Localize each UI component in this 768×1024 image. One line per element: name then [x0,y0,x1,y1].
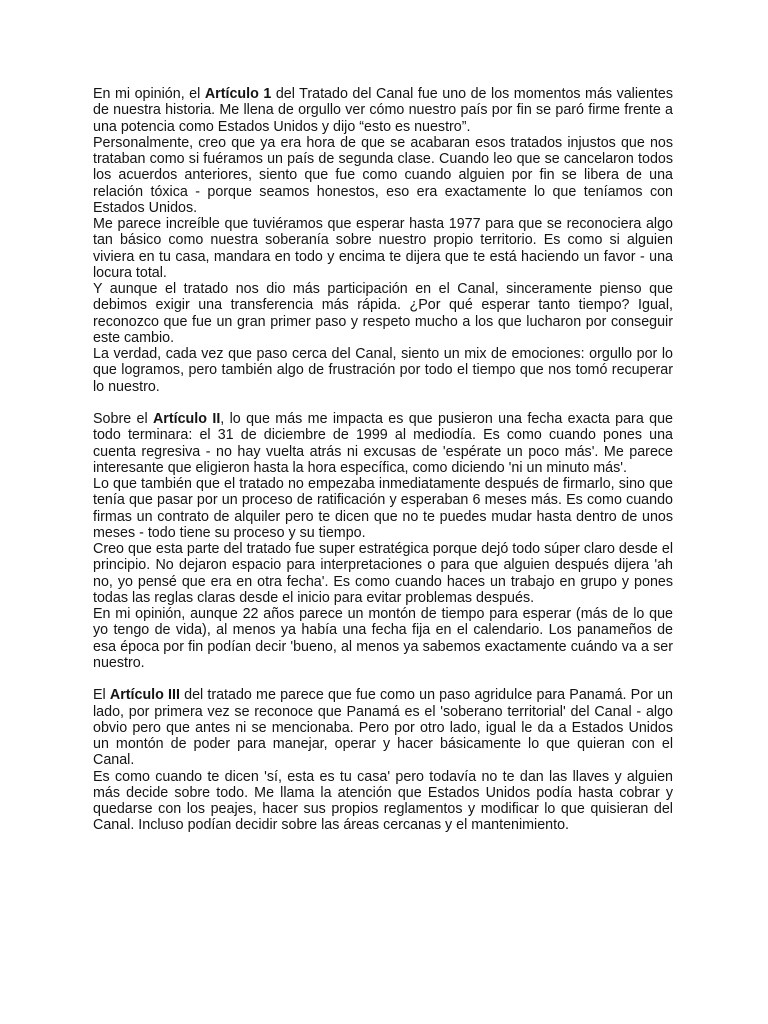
section-articulo-2 [93,411,673,671]
paragraph: Es como cuando te dicen 'sí, esta es tu casa' pero todavía no te dan las llaves y alguien más decide sobre todo. Me llama la atención que Estados Unidos podía hasta cobrar y quedarse con los peajes, hacer sus propios reglamentos y modificar lo que quisieran del Canal. Incluso podían decidir sobre las áreas cercanas y el mantenimiento. [93,768,673,834]
paragraph: Creo que esta parte del tratado fue super estratégica porque dejó todo súper claro desde el principio. No dejaron espacio para interpretaciones o para que alguien después dijera 'ah no, yo pensé que era en otra fecha'. Es como cuando haces un trabajo en grupo y pones todas las reglas claras desde el inicio para evitar problemas después. [93,541,673,606]
article-title: Artículo III [109,687,180,704]
section-articulo-1 [93,86,673,395]
paragraph: Personalmente, creo que ya era hora de que se acabaran esos tratados injustos que nos trataban como si fuéramos un país de segunda clase. Cuando leo que se cancelaron todos los acuerdos anteriores, siento que fue como cuando alguien por fin se libera de una relación tóxica - porque seamos honestos, eso era exactamente lo que teníamos con Estados Unidos. [93,134,673,216]
section-articulo-3 [93,687,673,833]
document-page [93,86,673,834]
paragraph: La verdad, cada vez que paso cerca del Canal, siento un mix de emociones: orgullo por lo que logramos, pero también algo de frustración por todo el tiempo que nos tomó recuperar lo nuestro. [93,346,673,395]
paragraph: Me parece increíble que tuviéramos que esperar hasta 1977 para que se reconociera algo tan básico como nuestra soberanía sobre nuestro propio territorio. Es como si alguien viviera en tu casa, mandara en todo y encima te dijera que te está haciendo un favor - una locura total. [93,216,673,281]
paragraph: Lo que también que el tratado no empezaba inmediatamente después de firmarlo, sino que tenía que pasar por un proceso de ratificación y esperaban 6 meses más. Es como cuando firmas un contrato de alquiler pero te dicen que no te puedes mudar hasta dentro de unos meses - todo tiene su proceso y su tiempo. [93,476,673,541]
article-title: Artículo 1 [204,86,272,102]
paragraph: Sobre el Artículo II, lo que más me impacta es que pusieron una fecha exacta para que todo terminara: el 31 de diciembre de 1999 al mediodía. Es como cuando pones una cuenta regresiva - no hay vuelta atrás ni excusas de 'espérate un poco más'. Me parece interesante que eligieron hasta la hora específica, como diciendo 'ni un minuto más'. [93,411,673,476]
paragraph: En mi opinión, el Artículo 1 del Tratado del Canal fue uno de los momentos más valientes de nuestra historia. Me llena de orgullo ver cómo nuestro país por fin se paró firme frente a una potencia como Estados Unidos y dijo “esto es nuestro”. [93,86,674,135]
paragraph: El Artículo III del tratado me parece que fue como un paso agridulce para Panamá. Por un lado, por primera vez se reconoce que Panamá es el 'soberano territorial' del Canal - algo obvio pero que antes ni se mencionaba. Pero por otro lado, igual le da a Estados Unidos un montón de poder para manejar, operar y hacer básicamente lo que quieran con el Canal. [93,687,673,769]
article-title: Artículo II [152,411,221,427]
paragraph: En mi opinión, aunque 22 años parece un montón de tiempo para esperar (más de lo que yo tengo de vida), al menos ya había una fecha fija en el calendario. Los panameños de esa época por fin podían decir 'bueno, al menos ya sabemos exactamente cuándo va a ser nuestro. [93,606,673,671]
paragraph: Y aunque el tratado nos dio más participación en el Canal, sinceramente pienso que debimos exigir una transferencia más rápida. ¿Por qué esperar tanto tiempo? Igual, reconozco que fue un gran primer paso y respeto mucho a los que lucharon por conseguir este cambio. [93,281,673,346]
